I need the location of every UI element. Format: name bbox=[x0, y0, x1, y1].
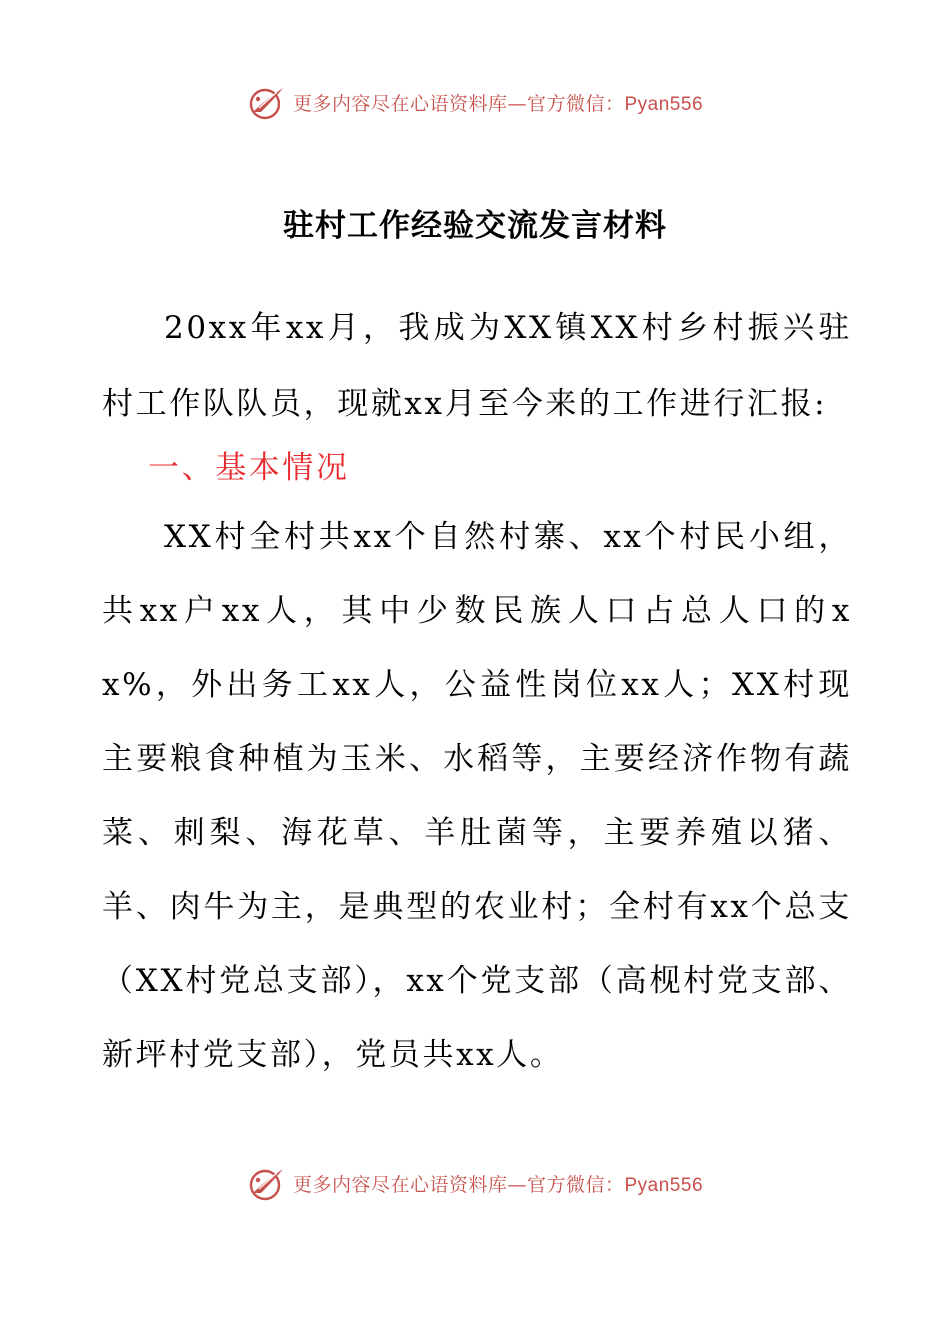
header-watermark bbox=[0, 80, 950, 124]
watermark-text bbox=[293, 89, 703, 116]
intro-paragraph: 20xx年xx月，我成为XX镇XX村乡村振兴驻村工作队队员，现就xx月至今来的工作进行汇报: bbox=[102, 310, 852, 422]
watermark-label: 更多内容尽在心语资料库—官方微信： bbox=[292, 92, 625, 115]
watermark-label: 更多内容尽在心语资料库—官方微信： bbox=[292, 1173, 625, 1196]
watermark-text bbox=[293, 1170, 703, 1197]
basic-info-paragraph: XX村全村共xx个自然村寨、xx个村民小组，共xx户xx人，其中少数民族人口占总人口的xx%，外出务工xx人，公益性岗位xx人；XX村现主要粮食种植为玉米、水稻等，主要经济作物有蔬菜、刺梨、海花草、羊肚菌等，主要养殖以猪、羊、肉牛为主，是典型的农业村；全村有xx个总支（XX村党总支部），xx个党支部（高枧村党支部、新坪村党支部），党员共xx人。 bbox=[102, 519, 852, 1073]
document-title: 驻村工作经验交流发言材料 bbox=[283, 208, 667, 244]
quill-logo-icon bbox=[247, 82, 287, 122]
footer-watermark bbox=[0, 1161, 950, 1205]
document-body bbox=[102, 290, 852, 1092]
section-heading-basic-info: 一、基本情况 bbox=[148, 450, 350, 486]
watermark-wechat-id: Pyan556 bbox=[624, 93, 704, 115]
quill-logo-icon bbox=[247, 1163, 287, 1203]
watermark-wechat-id: Pyan556 bbox=[624, 1174, 704, 1196]
